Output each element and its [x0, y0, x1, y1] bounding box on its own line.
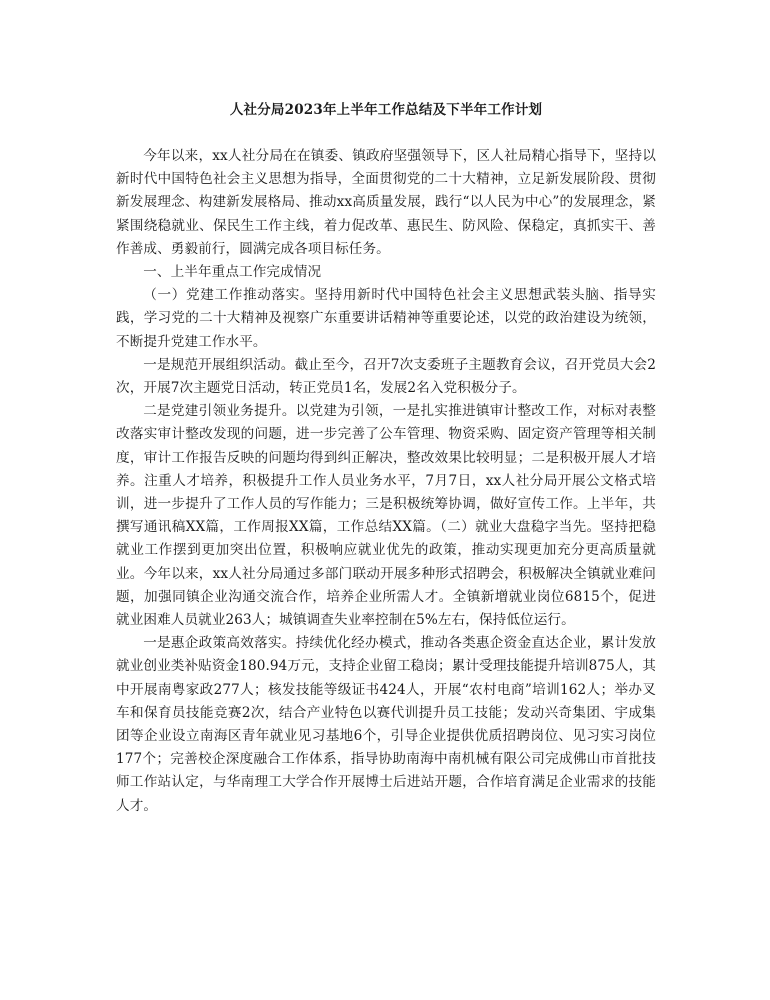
document-page — [116, 100, 656, 818]
paragraph-section-heading: 一、上半年重点工作完成情况 — [143, 264, 322, 281]
paragraph-party-building: （一）党建工作推动落实。坚持用新时代中国特色社会主义思想武装头脑、指导实践，学习党的二十大精神及视察广东重要讲话精神等重要论述，以党的政治建设为统领，不断提升党建工作水平。 — [116, 287, 656, 350]
paragraph-organization-activities: 一是规范开展组织活动。截止至今，召开7次支委班子主题教育会议，召开党员大会2次，开展7次主题党日活动，转正党员1名，发展2名入党积极分子。 — [116, 356, 656, 397]
paragraph-party-leading-business: 二是党建引领业务提升。以党建为引领，一是扎实推进镇审计整改工作，对标对表整改落实审计整改发现的问题，进一步完善了公车管理、物资采购、固定资产管理等相关制度，审计工作报告反映的问题均得到纠正解决，整改效果比较明显；二是积极开展人才培养。注重人才培养，积极提升工作人员业务水平，7月7日，xx人社分局开展公文格式培训，进一步提升了工作人员的写作能力；三是积极统筹协调，做好宣传工作。上半年，共撰写通讯稿XX篇，工作周报XX篇，工作总结XX篇。（二）就业大盘稳字当先。坚持把稳就业工作摆到更加突出位置，积极响应就业优先的政策，推动实现更加充分更高质量就业。今年以来，xx人社分局通过多部门联动开展多种形式招聘会，积极解决全镇就业难问题，加强同镇企业沟通交流合作，培养企业所需人才。全镇新增就业岗位6815个，促进就业困难人员就业263人；城镇调查失业率控制在5%左右，保持低位运行。 — [116, 403, 656, 629]
document-title: 人社分局2023年上半年工作总结及下半年工作计划 — [229, 102, 543, 118]
paragraph-enterprise-policies: 一是惠企政策高效落实。持续优化经办模式，推动各类惠企资金直达企业，累计发放就业创业类补贴资金180.94万元，支持企业留工稳岗；累计受理技能提升培训875人，其中开展南粤家政277人；核发技能等级证书424人，开展“农村电商”培训162人；举办叉车和保育员技能竞赛2次，结合产业特色以赛代训提升员工技能；发动兴奇集团、宇成集团等企业设立南海区青年就业见习基地6个，引导企业提供优质招聘岗位、见习实习岗位177个；完善校企深度融合工作体系，指导协助南海中南机械有限公司完成佛山市首批技师工作站认定，与华南理工大学合作开展博士后进站开题，合作培育满足企业需求的技能人才。 — [116, 635, 656, 814]
paragraph-intro: 今年以来，xx人社分局在在镇委、镇政府坚强领导下，区人社局精心指导下，坚持以新时代中国特色社会主义思想为指导，全面贯彻党的二十大精神，立足新发展阶段、贯彻新发展理念、构建新发展格局、推动xx高质量发展，践行“以人民为中心”的发展理念，紧紧围绕稳就业、保民生工作主线，着力促改革、惠民生、防风险、保稳定，真抓实干、善作善成、勇毅前行，圆满完成各项目标任务。 — [116, 148, 656, 257]
